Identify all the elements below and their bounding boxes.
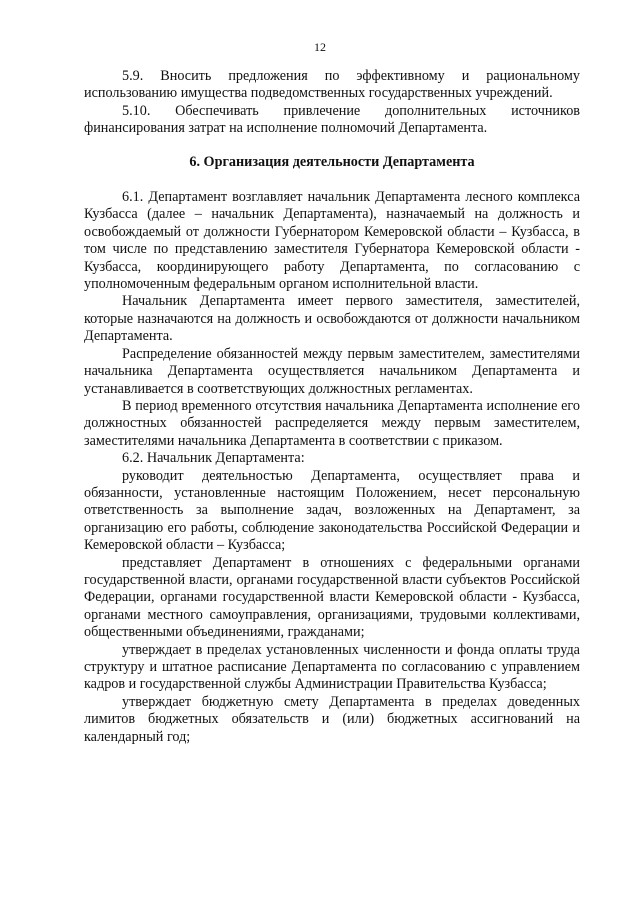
paragraph-5-9: 5.9. Вносить предложения по эффективному и рациональному использованию имущества подведомственных государственных учреждений. — [84, 68, 580, 102]
paragraph-approves-structure: утверждает в пределах установленных численности и фонда оплаты труда структуру и штатное расписание Департамента по согласованию с управлением кадров и государственной службы Администрации Правительства Кузбасса; — [84, 641, 580, 693]
page-number: 12 — [314, 40, 326, 54]
paragraph-represents: представляет Департамент в отношениях с федеральными органами государственной власти, органами государственной власти субъектов Российской Федерации, органами государственной власти Кемеровской области - Кузбасса, органами местного самоуправления, организациями, трудовыми коллективами, общественными объединениями, гражданами; — [84, 554, 580, 641]
paragraph-manages: руководит деятельностью Департамента, осуществляет права и обязанности, установленные настоящим Положением, несет персональную ответственность за выполнение задач, возложенных на Департамент, за организацию его работы, соблюдение законодательства Российской Федерации и Кемеровской области – Кузбасса; — [84, 467, 580, 554]
document-body — [84, 68, 580, 746]
paragraph-deputies: Начальник Департамента имеет первого заместителя, заместителей, которые назначаются на должность и освобождаются от должности начальником Департамента. — [84, 293, 580, 345]
paragraph-6-2: 6.2. Начальник Департамента: — [122, 450, 305, 467]
paragraph-temporary-absence: В период временного отсутствия начальника Департамента исполнение его должностных обязанностей распределяется между первым заместителем, заместителями начальника Департамента в соответствии с приказом. — [84, 397, 580, 449]
paragraph-5-10: 5.10. Обеспечивать привлечение дополнительных источников финансирования затрат на исполнение полномочий Департамента. — [84, 102, 580, 137]
section-title: 6. Организация деятельности Департамента — [189, 153, 475, 170]
paragraph-6-1: 6.1. Департамент возглавляет начальник Департамента лесного комплекса Кузбасса (далее – начальник Департамента), назначаемый на должность и освобождаемый от должности Губернатором Кемеровской области – Кузбасса, в том числе по представлению заместителя Губернатора Кемеровской области - Кузбасса, координирующего работу Департамента, по согласованию с уполномоченным федеральным органом исполнительной власти. — [84, 189, 580, 293]
paragraph-approves-budget: утверждает бюджетную смету Департамента в пределах доведенных лимитов бюджетных обязательств и (или) бюджетных ассигнований на календарный год; — [84, 693, 580, 745]
paragraph-duties-distribution: Распределение обязанностей между первым заместителем, заместителями начальника Департамента осуществляется начальником Департамента и устанавливается в соответствующих должностных регламентах. — [84, 345, 580, 397]
